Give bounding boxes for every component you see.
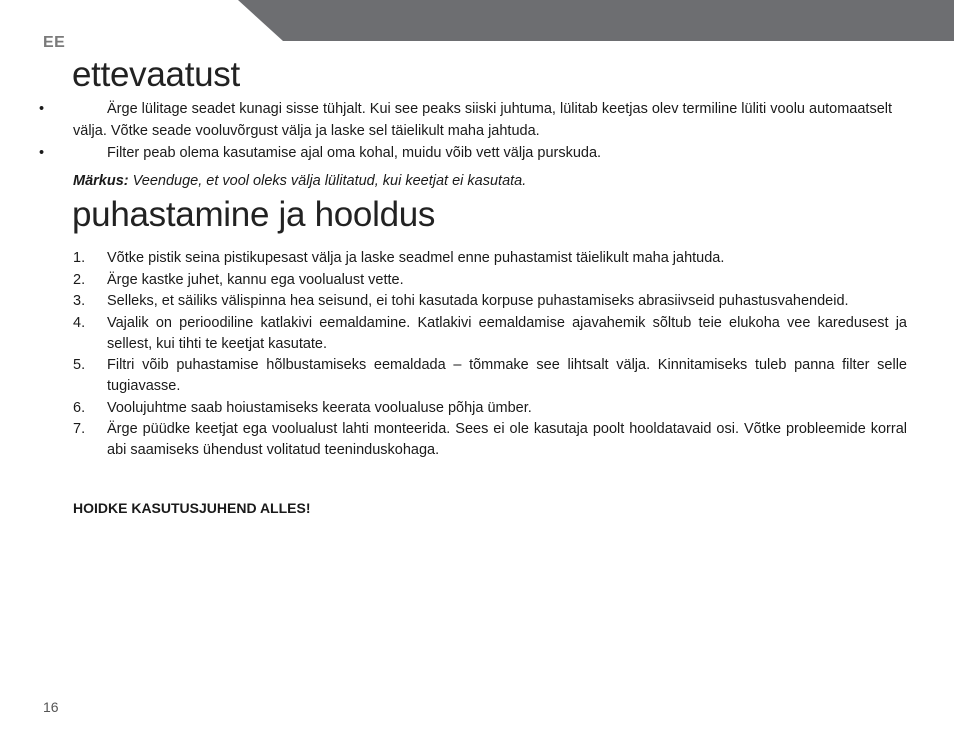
bullet-text: Filter peab olema kasutamise ajal oma kohal, muidu võib vett välja purskuda. bbox=[107, 145, 602, 161]
cleaning-steps-list bbox=[73, 248, 907, 462]
step-number: 3. bbox=[73, 293, 86, 309]
step-number: 4. bbox=[73, 314, 86, 331]
section-title-precautions: ettevaatust bbox=[72, 55, 240, 94]
step-text: Vajalik on perioodiline katlakivi eemaldamine. Katlakivi eemaldamise ajavahemik sõltub teie elukoha vee karedusest ja sellest, kui tihti te keetjat kasutate. bbox=[107, 314, 907, 352]
language-code: EE bbox=[43, 34, 66, 51]
step-text: Ärge kastke juhet, kannu ega voolualust vette. bbox=[107, 271, 404, 288]
bullet-text: Ärge lülitage seadet kunagi sisse tühjalt. Kui see peaks siiski juhtuma, lülitab keetjas olev termiline lüliti voolu automaatselt välja. Võtke seade vooluvõrgust välja ja laske sel täielikult maha jahtuda. bbox=[73, 101, 893, 139]
page-number: 16 bbox=[43, 699, 59, 715]
list-item bbox=[73, 291, 907, 312]
note bbox=[73, 171, 526, 191]
list-item bbox=[73, 270, 907, 291]
step-text: Filtri võib puhastamise hõlbustamiseks eemaldada – tõmmake see lihtsalt välja. Kinnitamiseks tuleb panna filter selle tugiavasse. bbox=[107, 357, 907, 394]
header-band bbox=[0, 0, 954, 42]
list-item bbox=[39, 142, 893, 164]
list-item bbox=[73, 419, 907, 461]
step-number: 1. bbox=[73, 250, 86, 266]
step-number: 6. bbox=[73, 399, 86, 416]
list-item bbox=[73, 313, 907, 355]
note-text: Veenduge, et vool oleks välja lülitatud, kui keetjat ei kasutata. bbox=[132, 173, 527, 189]
list-item bbox=[73, 355, 907, 397]
precautions-list bbox=[39, 98, 893, 164]
section-title-cleaning: puhastamine ja hooldus bbox=[72, 195, 436, 234]
step-number: 7. bbox=[73, 421, 86, 437]
list-item bbox=[73, 398, 907, 419]
step-text: Ärge püüdke keetjat ega voolualust lahti monteerida. Sees ei ole kasutaja poolt hooldatavaid osi. Võtke probleemide korral abi saamiseks ühendust volitatud teeninduskohaga. bbox=[107, 421, 907, 458]
step-text: Voolujuhtme saab hoiustamiseks keerata voolualuse põhja ümber. bbox=[107, 399, 532, 416]
step-number: 2. bbox=[73, 271, 86, 288]
step-text: Selleks, et säiliks välispinna hea seisund, ei tohi kasutada korpuse puhastamiseks abrasiivseid puhastusvahendeid. bbox=[107, 293, 849, 309]
header-band-shape bbox=[238, 0, 954, 41]
note-label: Märkus: bbox=[73, 173, 129, 189]
bullet-icon: • bbox=[39, 101, 45, 117]
step-text: Võtke pistik seina pistikupesast välja ja laske seadmel enne puhastamist täielikult maha jahtuda. bbox=[107, 250, 725, 266]
keep-manual-notice: HOIDKE KASUTUSJUHEND ALLES! bbox=[73, 500, 311, 516]
list-item bbox=[39, 98, 893, 142]
bullet-icon: • bbox=[39, 145, 45, 161]
step-number: 5. bbox=[73, 357, 86, 373]
list-item bbox=[73, 248, 907, 269]
